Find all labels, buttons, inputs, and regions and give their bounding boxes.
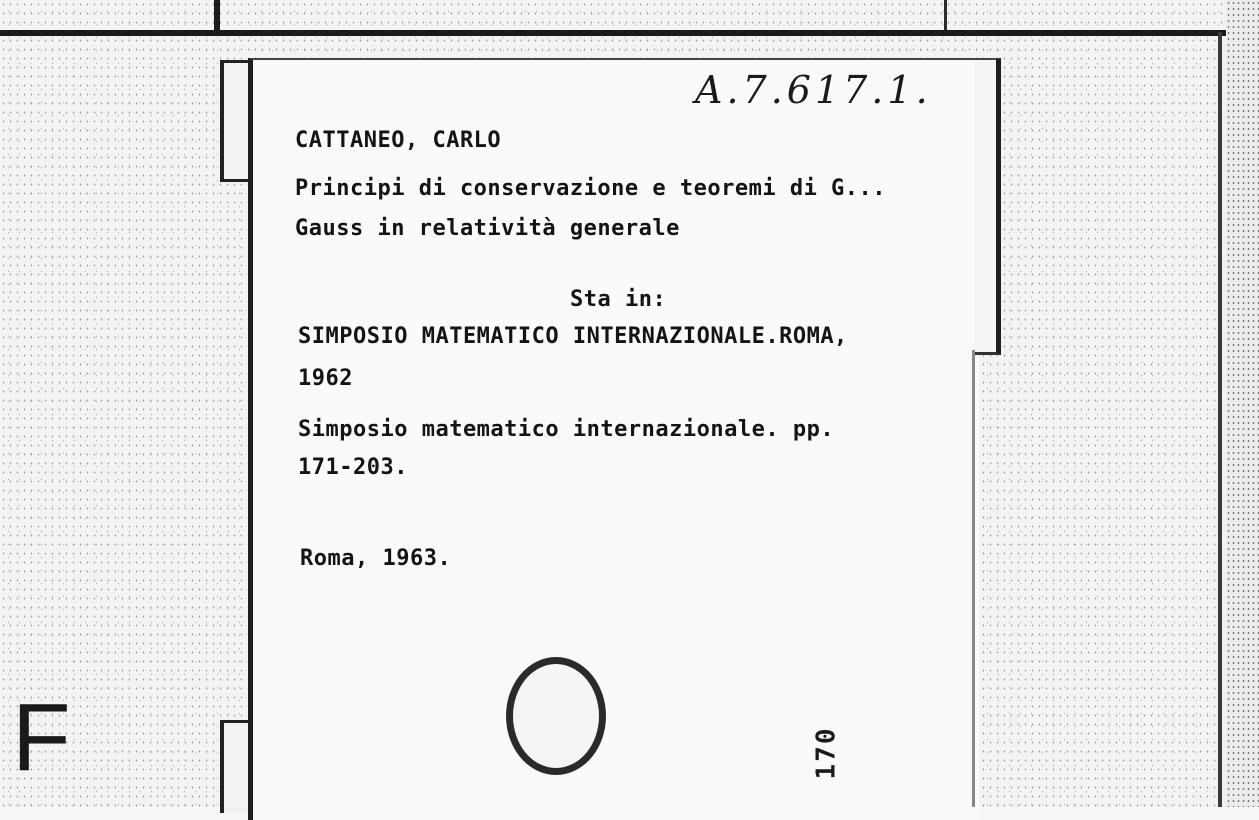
catalog-card-edge (972, 350, 975, 807)
sta-in-label: Sta in: (570, 287, 667, 312)
title-line-1: Principi di conservazione e teoremi di G... (295, 176, 887, 201)
host-line-1: SIMPOSIO MATEMATICO INTERNAZIONALE.ROMA, (298, 324, 848, 349)
card-number: 170 (811, 726, 842, 780)
shelfmark: A.7.617.1. (695, 68, 932, 112)
divider-stub (214, 0, 220, 34)
series-line-1: Simposio matematico internazionale. pp. (298, 417, 835, 442)
drawer-top-rule (0, 30, 1230, 36)
drawer-right-rule (1218, 32, 1222, 807)
neighbor-card-edge (1226, 0, 1259, 807)
catalog-card-tab (974, 58, 1001, 355)
drawer-letter: F (12, 684, 71, 791)
series-line-2: 171-203. (298, 455, 408, 480)
author-heading: CATTANEO, CARLO (295, 128, 502, 153)
imprint: Roma, 1963. (300, 546, 452, 571)
host-line-2: 1962 (298, 366, 353, 391)
title-line-2: Gauss in relatività generale (295, 216, 680, 241)
divider-stub-right (944, 0, 947, 30)
punch-hole (506, 657, 606, 775)
